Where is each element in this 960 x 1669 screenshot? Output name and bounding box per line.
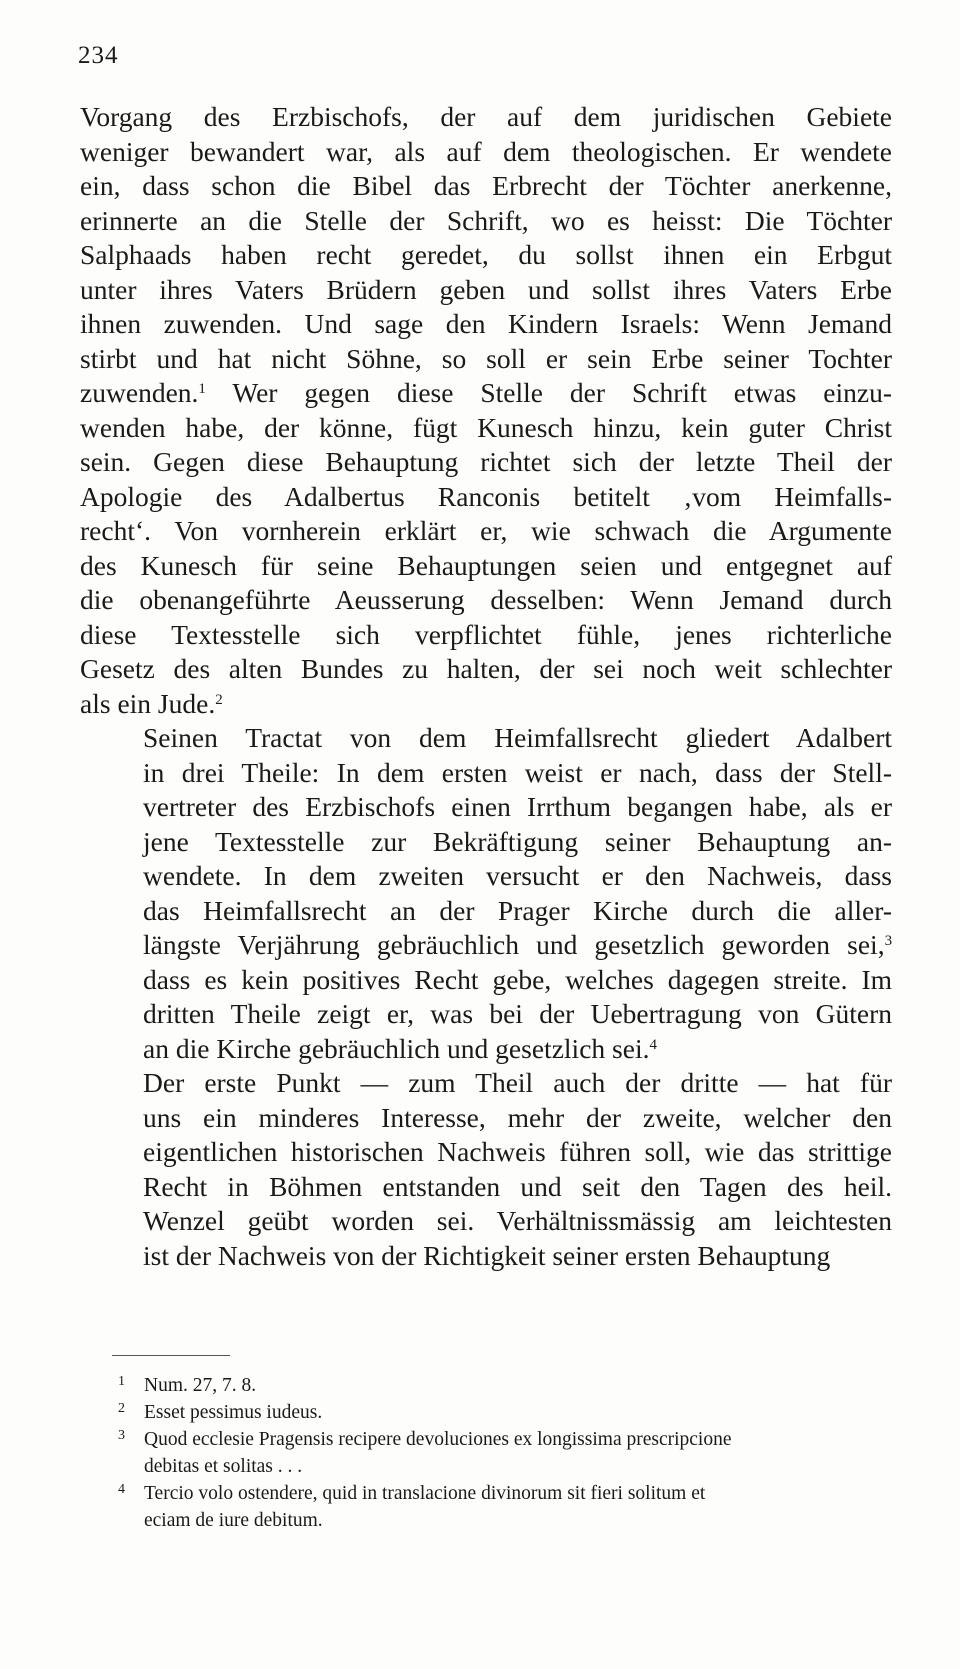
text-line: wenden habe, der könne, fügt Kunesch hinzu, kein guter Christ: [80, 411, 892, 443]
footnotes: [118, 1372, 910, 1534]
page-number: 234: [78, 42, 119, 69]
text-line: Salphaads haben recht geredet, du sollst ihnen ein Erbgut: [80, 239, 892, 270]
footnote-text: [144, 1480, 910, 1534]
text-line: Vorgang des Erzbischofs, der auf dem juridischen Gebiete: [80, 101, 892, 132]
text-line: unter ihres Vaters Brüdern geben und sollst ihres Vaters Erbe: [80, 273, 892, 305]
footnote-text: [144, 1426, 910, 1480]
text-line: zuwenden.$^1$ Wer gegen diese Stelle der Schrift etwas einzu-: [80, 377, 893, 408]
text-line: ein, dass schon die Bibel das Erbrecht der Töchter anerkenne,: [80, 170, 892, 201]
main-text: [80, 100, 892, 1273]
footnote-number: 4: [118, 1482, 125, 1497]
text-line: eigentlichen historischen Nachweis führen soll, wie das strittige: [143, 1136, 892, 1167]
footnote-line: debitas et solitas . . .: [144, 1456, 303, 1477]
text-line: längste Verjährung gebräuchlich und gesetzlich geworden sei,$^3$: [143, 929, 893, 960]
text-line: Apologie des Adalbertus Ranconis betitelt ‚vom Heimfalls-: [80, 480, 892, 512]
text-line: ist der Nachweis von der Richtigkeit seiner ersten Behauptung: [143, 1239, 831, 1271]
text-line: sein. Gegen diese Behauptung richtet sich der letzte Theil der: [80, 446, 892, 477]
footnote-marker: 3: [884, 933, 893, 949]
text-line: in drei Theile: In dem ersten weist er nach, dass der Stell-: [143, 756, 892, 788]
footnote: [118, 1480, 910, 1534]
text-line: erinnerte an die Stelle der Schrift, wo es heisst: Die Töchter: [80, 204, 892, 236]
text-line: recht‘. Von vornherein erklärt er, wie schwach die Argumente: [80, 515, 892, 546]
footnote-line: Num. 27, 7. 8.: [144, 1375, 257, 1396]
text-line: Gesetz des alten Bundes zu halten, der sei noch weit schlechter: [80, 653, 892, 684]
text-line: Der erste Punkt — zum Theil auch der dritte — hat für: [143, 1067, 892, 1098]
paragraph: [80, 100, 892, 721]
text-line: diese Textesstelle sich verpflichtet fühle, jenes richterliche: [80, 618, 892, 650]
text-line: wendete. In dem zweiten versucht er den Nachweis, dass: [143, 860, 892, 891]
footnote-line: Esset pessimus iudeus.: [144, 1402, 323, 1423]
text-line: Seinen Tractat von dem Heimfallsrecht gliedert Adalbert: [143, 722, 892, 753]
text-line: die obenangeführte Aeusserung desselben: Wenn Jemand durch: [80, 584, 892, 615]
text-line: dritten Theile zeigt er, was bei der Uebertragung von Gütern: [143, 998, 892, 1029]
footnote-marker: 1: [198, 381, 206, 397]
text-line: vertreter des Erzbischofs einen Irrthum begangen habe, als er: [143, 791, 892, 822]
footnote-line: eciam de iure debitum.: [144, 1510, 323, 1531]
footnote-text: [144, 1372, 910, 1399]
text-line: uns ein minderes Interesse, mehr der zweite, welcher den: [143, 1101, 892, 1133]
text-line: das Heimfallsrecht an der Prager Kirche durch die aller-: [143, 894, 892, 926]
footnote-rule: [112, 1355, 230, 1356]
footnote-line: Quod ecclesie Pragensis recipere devoluciones ex longissima prescripcione: [144, 1429, 732, 1450]
text-line: Recht in Böhmen entstanden und seit den Tagen des heil.: [143, 1170, 892, 1202]
text-line: Wenzel geübt worden sei. Verhältnissmässig am leichtesten: [143, 1205, 892, 1236]
paragraph: [80, 721, 892, 1066]
text-line: stirbt und hat nicht Söhne, so soll er sein Erbe seiner Tochter: [80, 342, 892, 374]
footnote-line: Tercio volo ostendere, quid in translacione divinorum sit fieri solitum et: [144, 1483, 706, 1504]
text-line: des Kunesch für seine Behauptungen seien und entgegnet auf: [80, 549, 892, 581]
footnote-marker: 2: [215, 691, 223, 708]
footnote-text: [144, 1399, 910, 1426]
footnote-number: 2: [118, 1401, 125, 1416]
text-line: als ein Jude.$^2$: [80, 687, 223, 719]
text-line: ihnen zuwenden. Und sage den Kindern Israels: Wenn Jemand: [80, 308, 892, 339]
text-line: dass es kein positives Recht gebe, welches dagegen streite. Im: [143, 963, 892, 995]
footnote-number: 1: [118, 1374, 125, 1389]
text-line: jene Textesstelle zur Bekräftigung seiner Behauptung an-: [143, 825, 892, 857]
footnote: [118, 1426, 910, 1480]
footnote-marker: 4: [649, 1036, 657, 1053]
footnote: [118, 1399, 910, 1426]
footnote-number: 3: [118, 1428, 125, 1443]
text-line: an die Kirche gebräuchlich und gesetzlich sei.$^4$: [143, 1032, 657, 1064]
paragraph: [80, 1066, 892, 1273]
text-line: weniger bewandert war, als auf dem theologischen. Er wendete: [80, 135, 892, 167]
footnote: [118, 1372, 910, 1399]
